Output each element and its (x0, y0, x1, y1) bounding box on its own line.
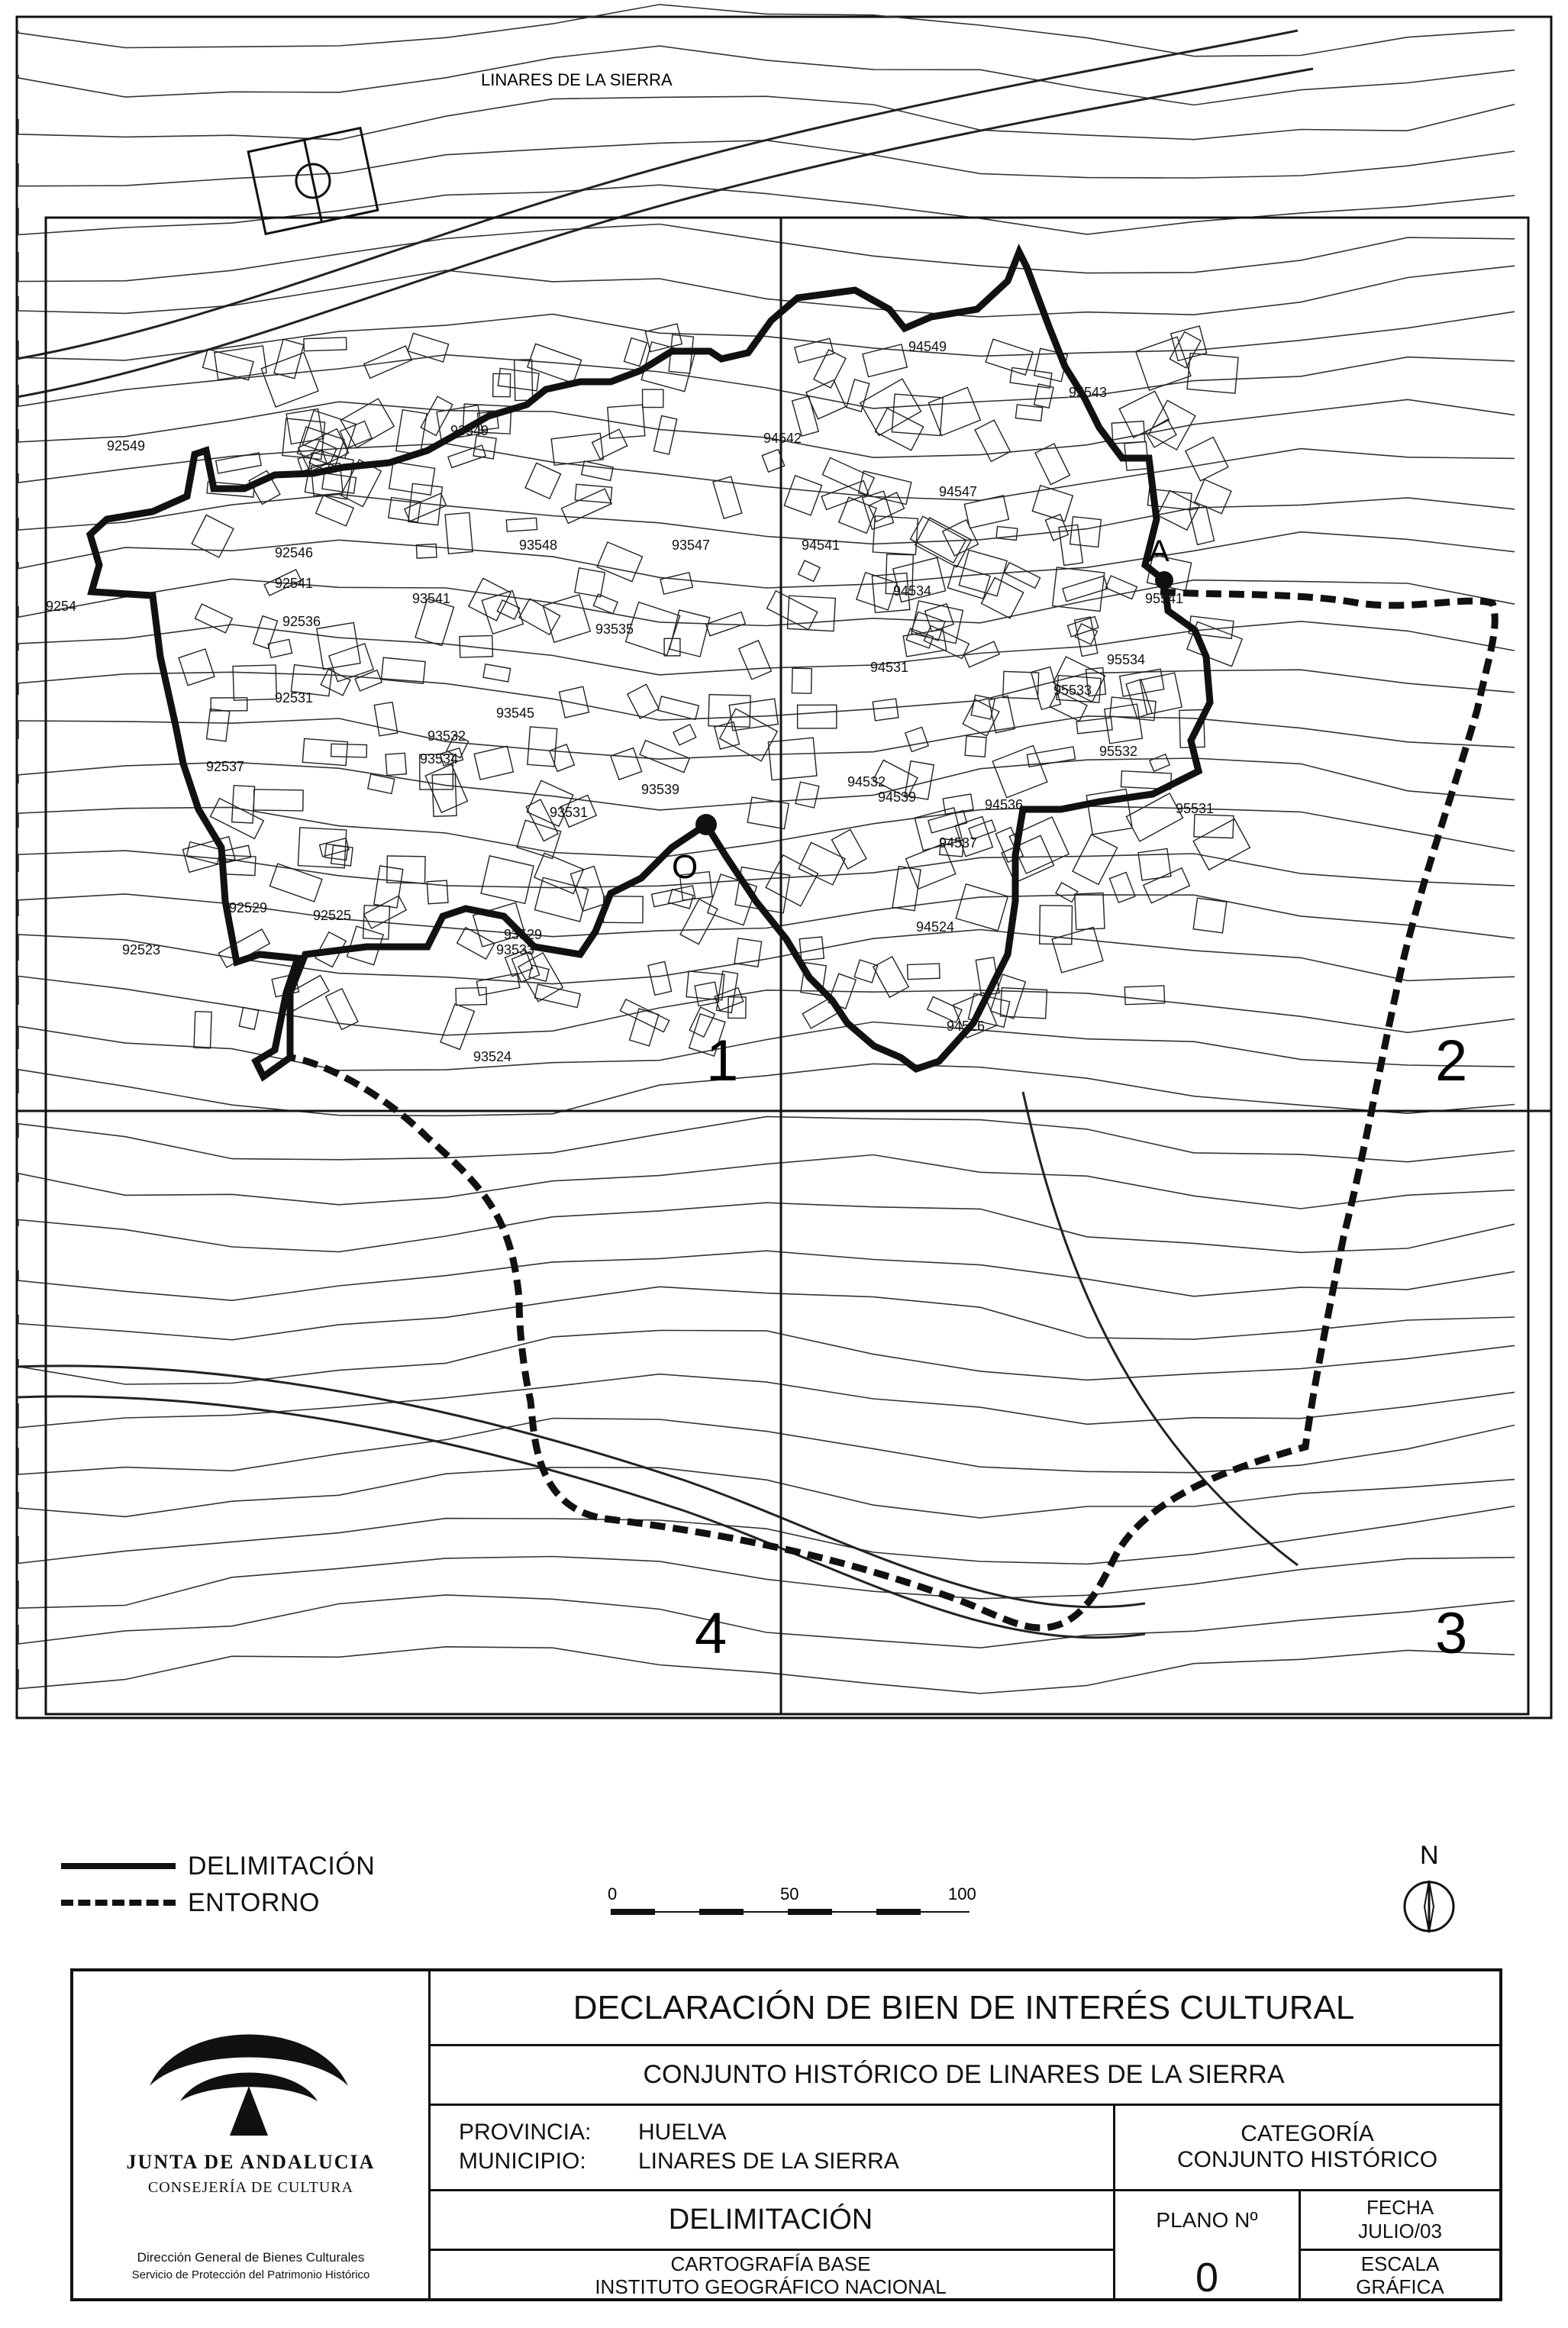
parcel-label: 93547 (672, 538, 711, 553)
contour-line (18, 494, 1515, 544)
parcel-label: 94549 (908, 339, 947, 354)
categoria-label: CATEGORÍA (1241, 2121, 1374, 2146)
contour-line (18, 266, 1515, 317)
parcel (653, 416, 676, 455)
parcel-label: 9254 (46, 599, 77, 614)
legend-item-entorno (61, 1884, 519, 1921)
parcel (550, 744, 575, 772)
parcel-label: 93549 (450, 423, 489, 438)
parcel-label: 94524 (916, 919, 955, 935)
contour-line (18, 1419, 1515, 1475)
junta-andalucia-logo (134, 1994, 363, 2147)
parcel (515, 360, 533, 401)
municipio-value: LINARES DE LA SIERRA (638, 2149, 899, 2174)
parcel (1032, 486, 1073, 521)
fecha-label: FECHA (1366, 2196, 1434, 2219)
parcel (1075, 893, 1105, 929)
parcel (739, 641, 772, 680)
parcel-label: 94536 (985, 797, 1024, 812)
parcel-label: 92529 (229, 900, 268, 915)
fecha-value: JULIO/03 (1358, 2220, 1442, 2242)
parcel (233, 665, 276, 700)
parcel (628, 684, 659, 718)
parcel-label: 94539 (878, 789, 917, 805)
legend-item-delimitacion (61, 1848, 519, 1884)
parcel (1124, 986, 1164, 1005)
parcel (223, 855, 256, 875)
parcel (534, 877, 588, 922)
parcel (669, 610, 710, 657)
cartografia-value: INSTITUTO GEOGRÁFICO NACIONAL (595, 2275, 947, 2298)
parcel (715, 988, 743, 1011)
scale-bar (603, 1880, 1000, 1933)
contour-line (18, 355, 1515, 408)
plan-title: DELIMITACIÓN (428, 2191, 1115, 2251)
categoria-value: CONJUNTO HISTÓRICO (1176, 2147, 1438, 2172)
parcel (483, 664, 511, 682)
parcel-label: 94531 (870, 660, 909, 675)
parcel (911, 612, 945, 641)
parcel (620, 999, 669, 1032)
parcel (799, 842, 845, 884)
parcel (331, 744, 367, 757)
parcel-label: 93535 (595, 622, 634, 637)
parcel-label: 95534 (1107, 652, 1146, 667)
contour-line (18, 806, 1515, 857)
parcel (1015, 405, 1042, 421)
map-legend (61, 1848, 519, 1939)
parcel (440, 1004, 474, 1050)
contour-line (18, 1064, 1515, 1116)
parcel (832, 829, 866, 869)
parcel-label: 92531 (275, 690, 314, 706)
parcel-label: 92537 (206, 759, 245, 774)
parcel (729, 699, 778, 731)
parcel (1150, 754, 1170, 771)
delimitacion-boundary (90, 252, 1210, 1077)
parcel (582, 461, 613, 480)
parcel (421, 396, 453, 435)
parcel (535, 984, 581, 1007)
parcel (1171, 326, 1207, 360)
parcel (1053, 567, 1105, 612)
parcel (695, 982, 718, 1006)
legend-label-delimitacion: DELIMITACIÓN (188, 1851, 376, 1881)
place-label: LINARES DE LA SIERRA (481, 70, 673, 89)
parcel-label: 94526 (947, 1019, 986, 1034)
parcel (1193, 898, 1227, 933)
parcel (673, 725, 696, 745)
parcel (854, 960, 877, 983)
parcel (239, 1007, 258, 1029)
parcel (1144, 868, 1190, 903)
sheet-number-3: 3 (1435, 1601, 1468, 1666)
legend-label-entorno: ENTORNO (188, 1887, 320, 1917)
cartografia-cell (428, 2251, 1115, 2298)
parcel (680, 899, 718, 944)
parcel (186, 842, 221, 864)
contour-line (18, 96, 1515, 140)
parcel (425, 764, 467, 812)
parcel-label: 92525 (313, 908, 352, 923)
parcel (640, 741, 689, 773)
escala-value: GRÁFICA (1356, 2275, 1444, 2298)
parcel (282, 418, 325, 460)
provincia-label: PROVINCIA: (459, 2120, 592, 2145)
parcel-label: 93533 (496, 942, 535, 957)
parcel-label: 93548 (519, 538, 558, 553)
parcel-label: 92541 (275, 576, 314, 591)
parcel (1170, 332, 1201, 368)
parcel (873, 699, 899, 721)
parcel (1194, 815, 1234, 838)
parcel (989, 696, 1015, 732)
parcel (1075, 617, 1098, 656)
parcel (1003, 671, 1039, 699)
parcel (321, 670, 350, 696)
parcel-label: 95532 (1099, 744, 1138, 759)
parcel-label: 94547 (939, 484, 978, 499)
sheet-number-2: 2 (1435, 1028, 1468, 1093)
contour-line (18, 1595, 1515, 1648)
parcel (768, 738, 817, 780)
north-arrow (1397, 1836, 1466, 1943)
parcel-label: 93534 (420, 751, 459, 767)
parcel-label: 93531 (550, 805, 589, 820)
contour-line (18, 977, 1515, 1035)
parcel (626, 602, 680, 656)
parcel (1110, 873, 1135, 903)
parcel-label: 94542 (763, 431, 802, 446)
parcel-label: 94537 (939, 835, 978, 851)
contour-line (18, 1022, 1515, 1070)
logo-department: CONSEJERÍA DE CULTURA (147, 2179, 354, 2196)
parcel-label: 93529 (504, 927, 543, 942)
vertex-label-o: O (672, 848, 699, 886)
plano-cell (1115, 2191, 1301, 2301)
parcel (992, 745, 1047, 797)
vertex-point-a (1155, 571, 1173, 589)
logo-name: JUNTA DE ANDALUCIA (126, 2151, 376, 2173)
parcel-label: 92549 (107, 438, 146, 454)
contour-line (18, 1468, 1515, 1518)
logo-panel (73, 1971, 431, 2298)
provincia-value: HUELVA (638, 2120, 727, 2145)
parcel-label: 93545 (496, 706, 535, 721)
parcel (211, 799, 264, 839)
parcel (1195, 479, 1231, 514)
vertex-label-a: A (1149, 534, 1170, 568)
parcel (316, 496, 354, 526)
contour-lines (18, 5, 1515, 1694)
parcel (648, 961, 672, 995)
parcel (799, 560, 820, 581)
parcel (525, 463, 560, 499)
contour-line (18, 224, 1515, 282)
map-frame (17, 17, 1551, 1718)
parcel (381, 657, 425, 683)
parcel-label: 95543 (1069, 385, 1108, 400)
parcel (658, 696, 699, 719)
parcel (1004, 563, 1040, 589)
dashed-line-swatch (61, 1900, 176, 1906)
parcel (493, 373, 511, 396)
parcel (207, 709, 230, 741)
parcel (1073, 835, 1118, 884)
scale-tick-100: 100 (948, 1884, 976, 1903)
parcel (387, 856, 425, 883)
parcel (905, 727, 928, 751)
parcel (965, 736, 986, 757)
contour-line (18, 1155, 1515, 1209)
parcel (253, 789, 303, 811)
contour-line (18, 1506, 1515, 1564)
contour-line (18, 1557, 1515, 1609)
plano-label: PLANO Nº (1156, 2208, 1258, 2232)
parcel (1186, 438, 1228, 481)
parcel (482, 590, 523, 634)
parcel-label: 94541 (802, 538, 840, 553)
parcel (261, 353, 318, 407)
parcel (518, 953, 563, 1002)
escala-cell (1301, 2251, 1499, 2298)
contour-line (18, 1287, 1515, 1340)
parcel (215, 346, 266, 379)
parcel (1140, 673, 1182, 715)
parcel (302, 738, 347, 765)
direction-text: Dirección General de Bienes Culturales (137, 2250, 365, 2265)
parcel (506, 518, 537, 531)
parcel (253, 616, 278, 649)
parcel-label: 93524 (473, 1049, 512, 1064)
parcel (528, 344, 582, 383)
contour-line (18, 185, 1515, 234)
parcel (792, 668, 811, 693)
contour-line (18, 670, 1515, 720)
main-title: DECLARACIÓN DE BIEN DE INTERÉS CULTURAL (428, 1971, 1499, 2046)
parcel (947, 565, 990, 599)
parcel (643, 389, 663, 407)
contour-line (18, 579, 1515, 625)
parcel (457, 928, 495, 959)
parcel (908, 964, 940, 980)
parcel (1070, 517, 1102, 547)
parcel-label: 95541 (1145, 591, 1184, 606)
parcel (456, 987, 486, 1005)
parcel (1189, 506, 1215, 544)
parcel-label: 92546 (275, 545, 314, 560)
parcel-label: 93532 (427, 728, 466, 744)
scale-tick-50: 50 (780, 1884, 799, 1903)
vertex-point-o (695, 814, 717, 835)
parcel-label: 93539 (641, 782, 680, 797)
parcel (560, 686, 589, 718)
cartografia-label: CARTOGRAFÍA BASE (670, 2252, 871, 2275)
north-label: N (1420, 1841, 1439, 1870)
subtitle: CONJUNTO HISTÓRICO DE LINARES DE LA SIERRA (428, 2046, 1499, 2106)
contour-line (18, 716, 1515, 759)
parcel (857, 573, 897, 610)
parcel (798, 705, 837, 728)
contour-line (18, 399, 1515, 457)
parcel-label: 94534 (893, 583, 932, 599)
parcel (795, 782, 819, 808)
parcel (971, 695, 995, 719)
parcel (766, 855, 818, 906)
parcel-label: 92536 (282, 614, 321, 629)
parcel (481, 856, 534, 903)
parcel (268, 639, 292, 657)
escala-label: ESCALA (1360, 2252, 1440, 2275)
parcel (194, 1012, 211, 1048)
parcel-label: 93541 (412, 591, 451, 606)
contour-line (18, 1203, 1515, 1252)
title-block (70, 1968, 1502, 2301)
parcel (784, 476, 821, 515)
contour-line (18, 622, 1515, 675)
scale-tick-0: 0 (608, 1884, 618, 1903)
plano-value: 0 (1195, 2255, 1219, 2301)
sheet-number-4: 4 (695, 1601, 728, 1666)
parcel (519, 599, 560, 634)
parcel (996, 527, 1018, 541)
parcel (928, 387, 980, 435)
parcel (320, 838, 349, 857)
categoria-cell (1115, 2106, 1499, 2191)
parcel (956, 884, 1008, 931)
parcel (317, 622, 360, 669)
parcel (331, 845, 353, 866)
parcel (892, 867, 921, 911)
parcel (660, 573, 692, 594)
parcel (232, 786, 255, 823)
parcel (1056, 883, 1078, 902)
parcel (1126, 793, 1182, 841)
parcel-label: 94532 (847, 774, 886, 789)
parcel (611, 748, 642, 780)
parcel (910, 516, 966, 563)
parcel (1146, 419, 1176, 447)
parcel (355, 670, 382, 691)
contour-line (18, 1116, 1515, 1161)
parcel-label: 95531 (1176, 801, 1215, 816)
sheet-number-1: 1 (706, 1028, 739, 1093)
parcel (474, 746, 513, 780)
parcel-label: 92523 (122, 942, 161, 957)
parcel (179, 649, 215, 686)
parcel (1052, 927, 1103, 973)
parcel (304, 337, 347, 351)
contour-line (18, 312, 1515, 360)
parcel (575, 568, 605, 597)
parcel (1187, 354, 1238, 394)
contour-line (18, 5, 1515, 57)
parcel (386, 753, 406, 775)
solid-line-swatch (61, 1863, 176, 1869)
parcel (476, 973, 520, 996)
parcel (1002, 835, 1053, 883)
fecha-cell (1301, 2191, 1499, 2251)
parcel (1111, 421, 1144, 444)
municipio-label: MUNICIPIO: (459, 2149, 586, 2174)
parcel (645, 324, 682, 352)
parcel (873, 516, 918, 555)
parcel (543, 595, 590, 642)
parcel-label: 95533 (1053, 683, 1092, 698)
parcel (664, 638, 680, 656)
parcel (396, 410, 427, 455)
parcel (408, 334, 449, 363)
contour-line (18, 1647, 1515, 1694)
parcel (528, 727, 557, 767)
service-text: Servicio de Protección del Patrimonio Histórico (131, 2268, 370, 2281)
parcel (624, 338, 647, 366)
location-cell (428, 2106, 1115, 2191)
parcel (298, 828, 346, 868)
